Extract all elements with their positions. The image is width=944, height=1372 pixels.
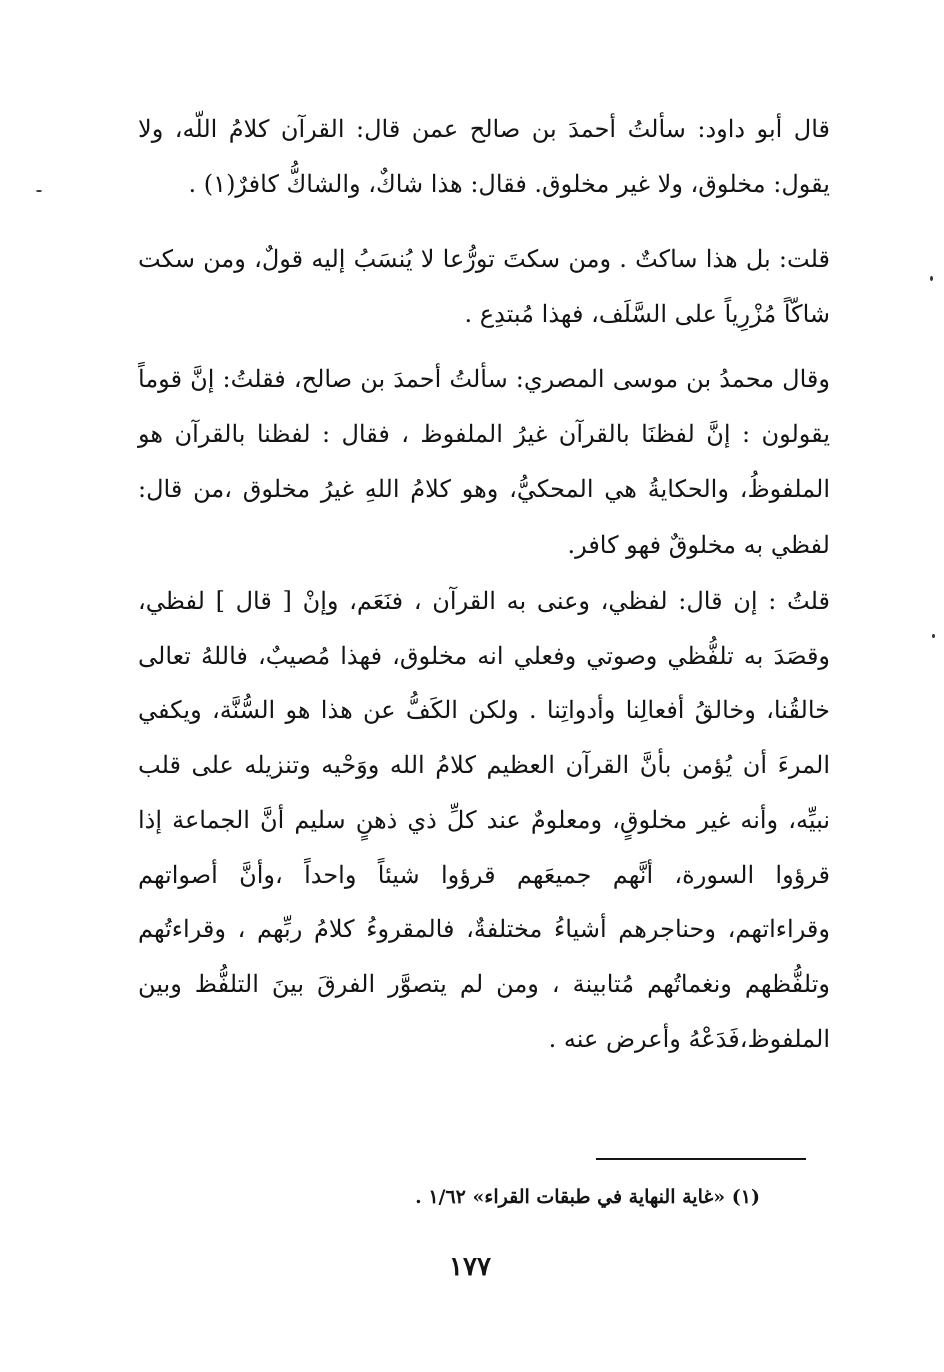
scan-speck (932, 634, 935, 638)
paragraph-4 (138, 574, 830, 1066)
scan-speck (930, 276, 933, 281)
paragraph-2 (138, 232, 830, 342)
paragraph-3 (138, 352, 830, 573)
paragraph-1 (138, 102, 830, 212)
footnote: (١) «غاية النهاية في طبقات القراء» ١/٦٢ . (415, 1186, 760, 1208)
paragraph-text: وقال محمدُ بن موسى المصري: سألتُ أحمدَ بن صالح، فقلتُ: إنَّ قوماً يقولون : إنَّ لفظنَا بالقرآن غيرُ الملفوظ ، فقال : لفظنا بالقرآن هو الملفوظُ، والحكايةُ هي المحكيُّ، وهو كلامُ اللهِ غيرُ مخلوق ،من قال: لفظي به مخلوقٌ فهو كافر. (138, 365, 830, 559)
paragraph-text: قلت: بل هذا ساكتٌ . ومن سكتَ تورُّعا لا يُنسَبُ إليه قولٌ، ومن سكت شاكّاً مُزْرِياً على السَّلَف، فهذا مُبتدِع . (138, 245, 830, 329)
page-number: ١٧٧ (449, 1252, 491, 1282)
footnote-divider (596, 1158, 806, 1160)
scan-speck (36, 190, 42, 192)
paragraph-text: قال أبو داود: سألتُ أحمدَ بن صالح عمن قال: القرآن كلامُ اللّه، ولا يقول: مخلوق، ولا غير مخلوق. فقال: هذا شاكٌ، والشاكُّ كافرٌ(١) . (138, 115, 830, 199)
paragraph-text: قلتُ : إن قال: لفظي، وعنى به القرآن ، فنَعَم، وإنْ [ قال ] لفظي، وقصَدَ به تلفُّظي وصوتي وفعلي انه مخلوق، فهذا مُصيبٌ، فاللهُ تعالى خالقُنا، وخالقُ أفعالِنا وأدواتِنا . ولكن الكَفُّ عن هذا هو السُّنَّة، ويكفي المرءَ أن يُؤمن بأنَّ القرآن العظيم كلامُ الله ووَحْيه وتنزيله على قلب نبيِّه، وأنه غير مخلوقٍ، ومعلومٌ عند كلِّ ذي ذهنٍ سليم أنَّ الجماعة إذا قرؤوا السورة، أنَّهم جميعَهم قرؤوا شيئاً واحداً ،وأنَّ أصواتهم وقراءاتهم، وحناجرهم أشياءُ مختلفةٌ، فالمقروءُ كلامُ ربِّهم ، وقراءتُهم وتلفُّظهم ونغماتُهم مُتابينة ، ومن لم يتصوَّر الفرقَ بينَ التلفُّظ وبين الملفوظ،فَدَعْهُ وأعرض عنه . (138, 587, 831, 1053)
